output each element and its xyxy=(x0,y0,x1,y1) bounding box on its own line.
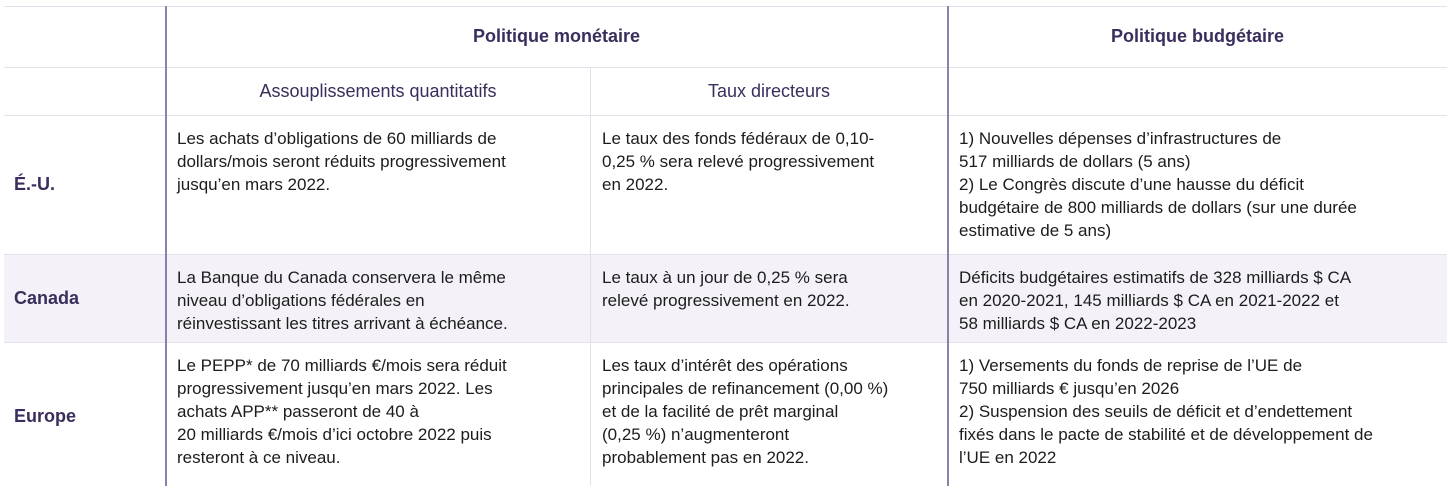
us-qe-cell: Les achats d’obligations de 60 milliards de dollars/mois seront réduits progressivement jusqu’en mars 2022. xyxy=(177,129,506,194)
row-label-europe-text: Europe xyxy=(14,405,77,426)
header-fiscal-policy xyxy=(948,6,1447,67)
header-monetary-policy xyxy=(166,6,947,67)
header-rates xyxy=(591,67,947,115)
header-rates-label: Taux directeurs xyxy=(707,80,831,101)
header-qe-label: Assouplissements quantitatifs xyxy=(259,80,497,101)
us-fiscal-cell: 1) Nouvelles dépenses d’infrastructures de 517 milliards de dollars (5 ans) 2) Le Congrès discute d’une hausse du déficit budgétaire de 800 milliards de dollars (sur une durée estimative de 5 ans) xyxy=(959,129,1357,240)
row-label-us xyxy=(0,115,165,254)
canada-qe-cell: La Banque du Canada conservera le même niveau d’obligations fédérales en réinvestissant les titres arrivant à échéance. xyxy=(177,268,508,333)
row-label-us-text: É.-U. xyxy=(14,174,56,194)
canada-rates-cell: Le taux à un jour de 0,25 % sera relevé progressivement en 2022. xyxy=(602,268,850,310)
us-rates-cell: Le taux des fonds fédéraux de 0,10- 0,25 % sera relevé progressivement en 2022. xyxy=(602,129,875,194)
europe-fiscal-cell: 1) Versements du fonds de reprise de l’UE de 750 milliards € jusqu’en 2026 2) Suspension des seuils de déficit et d’endettement fixés dans le pacte de stabilité et de développement de l’UE en 2022 xyxy=(959,356,1373,467)
row-label-canada xyxy=(0,254,165,342)
header-monetary-label: Politique monétaire xyxy=(472,26,641,46)
europe-qe-cell: Le PEPP* de 70 milliards €/mois sera réduit progressivement jusqu’en mars 2022. Les achats APP** passeront de 40 à 20 milliards €/mois d’ici octobre 2022 puis resteront à ce niveau. xyxy=(177,356,507,467)
header-qe xyxy=(166,67,590,115)
europe-rates-cell: Les taux d’intérêt des opérations principales de refinancement (0,00 %) et de la facilité de prêt marginal (0,25 %) n’augmenteront probablement pas en 2022. xyxy=(602,356,889,467)
canada-fiscal-cell: Déficits budgétaires estimatifs de 328 milliards $ CA en 2020-2021, 145 milliards $ CA en 2021-2022 et 58 milliards $ CA en 2022-2023 xyxy=(959,268,1352,333)
header-fiscal-label: Politique budgétaire xyxy=(1110,26,1284,46)
row-label-canada-text: Canada xyxy=(14,287,80,308)
row-label-europe xyxy=(0,342,165,490)
